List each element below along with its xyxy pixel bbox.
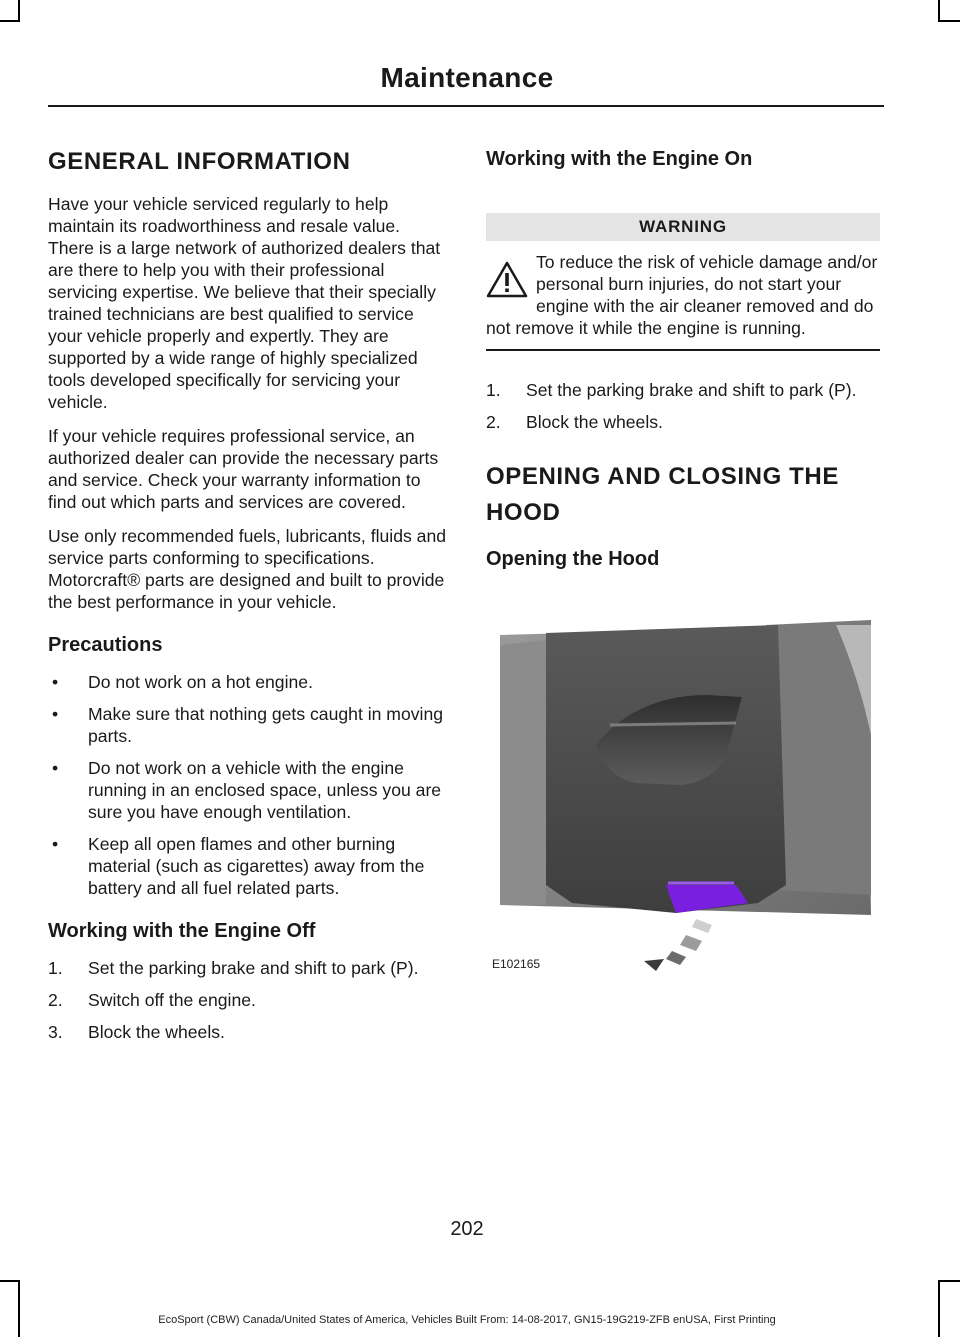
left-column <box>48 145 450 1055</box>
crop-mark <box>938 0 940 22</box>
engine-on-heading: Working with the Engine On <box>486 148 753 170</box>
step-number: 1. <box>48 958 63 978</box>
engine-on-steps <box>486 379 880 433</box>
list-item <box>486 379 880 401</box>
warning-triangle-icon <box>486 261 528 299</box>
list-item <box>48 957 450 979</box>
list-item <box>48 989 450 1011</box>
list-item <box>48 1021 450 1043</box>
list-item: • Do not work on a vehicle with the engine running in an enclosed space, unless you are sure you have enough ventilation. <box>48 757 450 823</box>
warning-label: WARNING <box>486 213 880 241</box>
precautions-heading: Precautions <box>48 634 163 656</box>
crop-mark <box>940 1280 960 1282</box>
paragraph: Have your vehicle serviced regularly to help maintain its roadworthiness and resale value. There is a large network of authorized dealers that are there to help you with their professional servicing expertise. We believe that their specially trained technicians are best qualified to service your vehicle properly and expertly. They are supported by a wide range of highly specialized tools developed specifically for servicing your vehicle. <box>48 194 441 412</box>
paragraph: Use only recommended fuels, lubricants, fluids and service parts conforming to specifications. Motorcraft® parts are designed and built to provide the best performance in your vehicle. <box>48 526 447 612</box>
warning-text: To reduce the risk of vehicle damage and/or personal burn injuries, do not start your engine with the air cleaner removed and do not remove it while the engine is running. <box>486 252 878 338</box>
crop-mark <box>18 0 20 22</box>
hood-heading: OPENING AND CLOSING THE HOOD <box>486 463 839 526</box>
step-text: Switch off the engine. <box>88 990 256 1010</box>
general-information-heading: GENERAL INFORMATION <box>48 148 351 175</box>
step-text: Set the parking brake and shift to park (P). <box>526 380 857 400</box>
step-text: Block the wheels. <box>88 1022 225 1042</box>
step-number: 2. <box>48 990 63 1010</box>
figure-code: E102165 <box>492 957 541 971</box>
header-divider <box>48 105 884 107</box>
page-title: Maintenance <box>380 62 554 93</box>
opening-hood-heading: Opening the Hood <box>486 548 660 570</box>
hood-release-illustration <box>486 585 876 975</box>
engine-off-heading: Working with the Engine Off <box>48 920 316 942</box>
crop-mark <box>940 20 960 22</box>
paragraph: If your vehicle requires professional service, an authorized dealer can provide the necessary parts and service. Check your warranty information to find out which parts and services are covered. <box>48 426 439 512</box>
crop-mark <box>18 1280 20 1337</box>
step-text: Set the parking brake and shift to park (P). <box>88 958 419 978</box>
step-number: 1. <box>486 380 501 400</box>
step-number: 3. <box>48 1022 63 1042</box>
warning-box <box>486 251 880 351</box>
step-number: 2. <box>486 412 501 432</box>
footer-text: EcoSport (CBW) Canada/United States of America, Vehicles Built From: 14-08-2017, GN15-19G219-ZFB enUSA, First Printing <box>158 1314 776 1326</box>
list-item <box>486 411 880 433</box>
step-text: Block the wheels. <box>526 412 663 432</box>
page-number: 202 <box>450 1218 484 1240</box>
engine-off-steps <box>48 957 450 1043</box>
list-item: • Do not work on a hot engine. <box>48 671 450 693</box>
list-item: • Keep all open flames and other burning material (such as cigarettes) away from the battery and all fuel related parts. <box>48 833 450 899</box>
precautions-list <box>48 671 450 899</box>
crop-mark <box>0 20 20 22</box>
hood-release-figure <box>486 585 876 975</box>
crop-mark <box>938 1280 940 1337</box>
list-item: • Make sure that nothing gets caught in moving parts. <box>48 703 450 747</box>
crop-mark <box>0 1280 20 1282</box>
right-column <box>486 145 880 975</box>
